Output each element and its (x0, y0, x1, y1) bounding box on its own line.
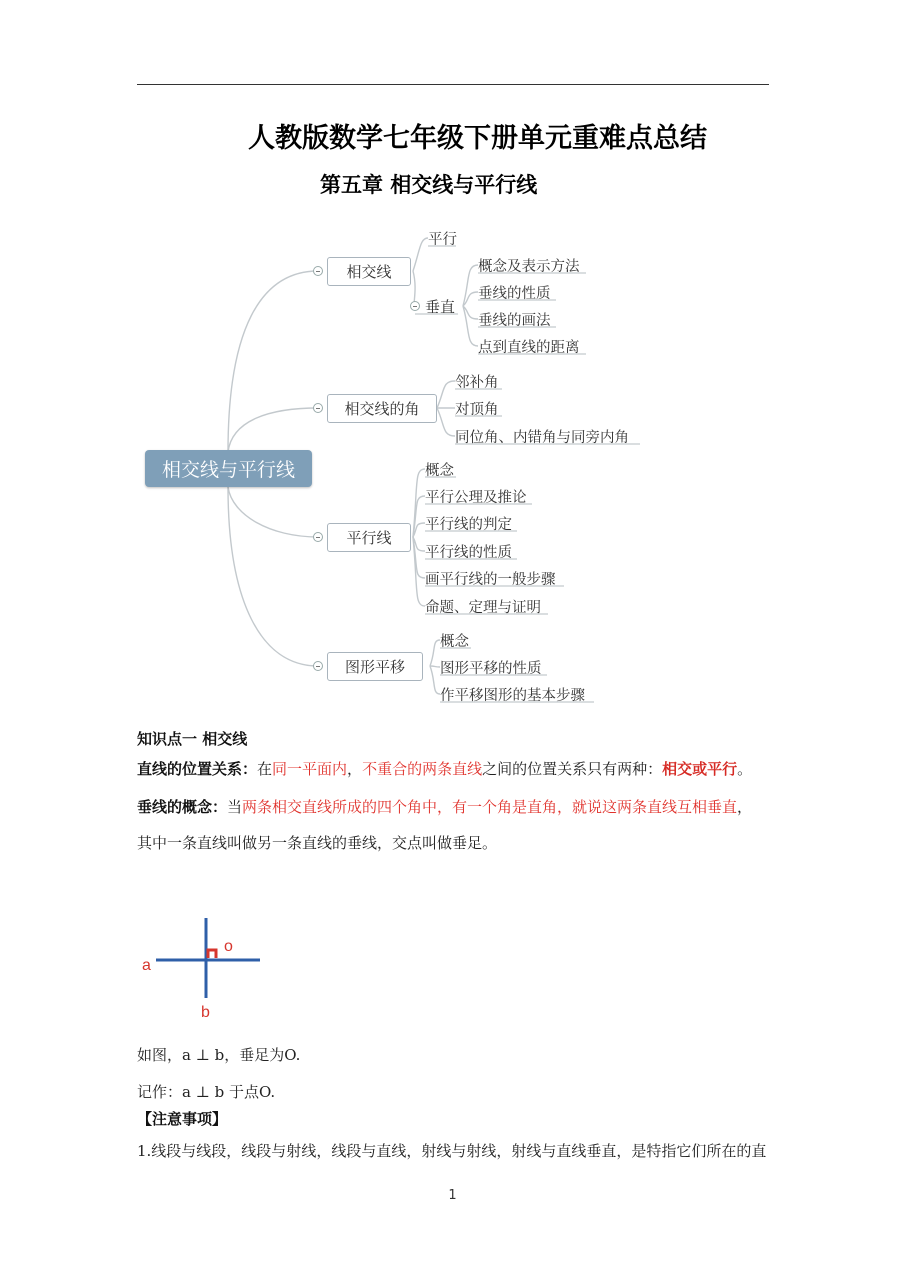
collapse-toggle-icon[interactable] (313, 403, 323, 413)
connector-b4-c2 (430, 666, 440, 667)
paragraph-line-relation (137, 758, 752, 779)
connector-b1-c1 (413, 238, 428, 271)
paragraph-notice-1: 1.线段与线段，线段与射线，线段与直线，射线与射线，射线与直线垂直，是特指它们所在的直 (137, 1142, 767, 1160)
mindmap-branch-parallel-lines[interactable]: 平行线 (327, 523, 411, 552)
collapse-toggle-icon[interactable] (410, 301, 420, 311)
mindmap-branch-angles[interactable]: 相交线的角 (327, 394, 437, 423)
label-b: b (201, 1004, 210, 1021)
mindmap-leaf[interactable]: 概念 (440, 634, 469, 650)
paragraph-notation: 记作：a ⊥ b 于点O. (137, 1083, 276, 1101)
mindmap-leaf[interactable]: 对顶角 (455, 402, 499, 418)
collapse-toggle-icon[interactable] (313, 661, 323, 671)
highlight-bold-text: 相交或平行 (662, 760, 738, 778)
mindmap-leaf[interactable]: 平行公理及推论 (425, 490, 527, 506)
label-a: a (142, 957, 151, 974)
mindmap-leaf[interactable]: 平行线的性质 (425, 545, 512, 561)
mindmap-leaf[interactable]: 画平行线的一般步骤 (425, 572, 556, 588)
label-o: o (224, 938, 233, 955)
mindmap-leaf[interactable]: 垂线的画法 (478, 313, 551, 329)
mindmap-leaf[interactable]: 平行线的判定 (425, 517, 512, 533)
connector-root-branch1 (228, 271, 318, 452)
term-label: 直线的位置关系： (137, 760, 258, 778)
collapse-toggle-icon[interactable] (313, 266, 323, 276)
text: 。 (737, 760, 753, 778)
connector-sub-c1 (463, 265, 478, 306)
mindmap-leaf[interactable]: 命题、定理与证明 (425, 600, 541, 616)
right-angle-mark (208, 950, 216, 958)
mindmap-branch-translation[interactable]: 图形平移 (327, 652, 423, 681)
connector-sub-c4 (463, 306, 478, 346)
paragraph-as-shown: 如图，a ⊥ b，垂足为O. (137, 1046, 301, 1064)
mindmap-subnode-perpendicular[interactable]: 垂直 (425, 298, 456, 316)
notice-heading: 【注意事项】 (137, 1110, 228, 1128)
connector-root-branch3 (228, 487, 318, 537)
mindmap-leaf[interactable]: 同位角、内错角与同旁内角 (455, 430, 629, 446)
connector-b4-c3 (430, 666, 440, 694)
connector-b2-c1 (437, 381, 455, 408)
term-label: 垂线的概念： (137, 798, 228, 816)
paragraph-perpendicular-definition (137, 796, 752, 817)
section-heading: 知识点一 相交线 (137, 730, 248, 748)
chapter-title: 第五章 相交线与平行线 (320, 173, 538, 197)
mindmap-leaf[interactable]: 点到直线的距离 (478, 340, 580, 356)
connector-root-branch4 (228, 487, 318, 666)
connector-b4-c1 (430, 640, 440, 666)
text: 在 (257, 760, 273, 778)
mindmap-leaf[interactable]: 邻补角 (455, 375, 499, 391)
text: ， (347, 760, 363, 778)
paragraph-perpendicular-continued: 其中一条直线叫做另一条直线的垂线，交点叫做垂足。 (137, 834, 498, 852)
mindmap-branch-intersecting-lines[interactable]: 相交线 (327, 257, 411, 286)
mindmap-root-node[interactable]: 相交线与平行线 (145, 450, 312, 487)
text: ， (737, 798, 753, 816)
highlight-text: 同一平面内 (272, 760, 348, 778)
highlight-text: 两条相交直线所成的四个角中，有一个角是直角，就说这两条直线互相垂直 (242, 798, 738, 816)
collapse-toggle-icon[interactable] (313, 532, 323, 542)
text: 之间的位置关系只有两种： (482, 760, 663, 778)
text: 当 (227, 798, 243, 816)
perpendicular-diagram (140, 910, 280, 1030)
mindmap-leaf[interactable]: 图形平移的性质 (440, 661, 542, 677)
page-number: 1 (448, 1188, 457, 1203)
mindmap-leaf[interactable]: 概念及表示方法 (478, 259, 580, 275)
mindmap-leaf[interactable]: 概念 (425, 463, 454, 479)
mindmap-leaf[interactable]: 平行 (428, 232, 457, 248)
connector-b2-c3 (437, 408, 455, 436)
highlight-text: 不重合的两条直线 (362, 760, 483, 778)
mindmap-leaf[interactable]: 垂线的性质 (478, 286, 551, 302)
mindmap-leaf[interactable]: 作平移图形的基本步骤 (440, 688, 585, 704)
connector-root-branch2 (228, 408, 318, 452)
page-title: 人教版数学七年级下册单元重难点总结 (248, 123, 707, 154)
